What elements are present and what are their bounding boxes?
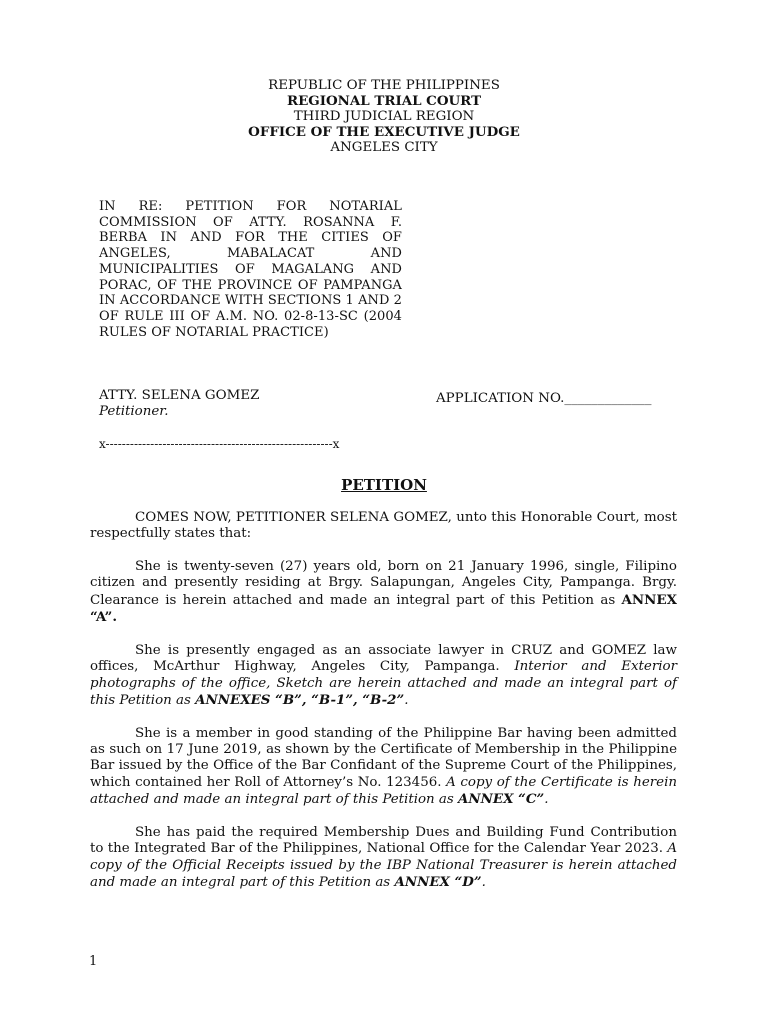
paragraph-dues [90, 825, 677, 892]
application-number: APPLICATION NO._____________ [436, 391, 652, 406]
petitioner-role: Petitioner. [99, 404, 169, 419]
paragraph-end: . [544, 792, 549, 808]
header-city: ANGELES CITY [330, 140, 438, 156]
document-body [90, 510, 677, 908]
header-republic: REPUBLIC OF THE PHILIPPINES [268, 78, 500, 93]
annex-a-label: ANNEX “A”. [90, 591, 677, 626]
header-region: THIRD JUDICIAL REGION [293, 109, 475, 125]
case-caption: IN RE: PETITION FOR NOTARIAL COMMISSION OF ATTY. ROSANNA F. BERBA IN AND FOR THE CITIES OF ANGELES, MABALACAT AND MUNICIPALITIES OF MAGALANG AND PORAC, OF THE PROVINCE OF PAMPANGA IN ACCORDANCE WITH SECTIONS 1 AND 2 OF RULE III OF A.M. NO. 02-8-13-SC (2004 RULES OF NOTARIAL PRACTICE) [99, 199, 402, 340]
paragraph-text: She has paid the required Membership Dues and Building Fund Contribution to the Integrated Bar of the Philippines, National Office for the Calendar Year 2023. [90, 824, 677, 857]
paragraph-end: . [481, 875, 486, 891]
paragraph-text: She is presently engaged as an associate lawyer in CRUZ and GOMEZ law offices, McArthur Highway, Angeles City, Pampanga. [90, 642, 677, 675]
header-office: OFFICE OF THE EXECUTIVE JUDGE [248, 123, 520, 140]
paragraph-end: . [404, 693, 409, 709]
header-court: REGIONAL TRIAL COURT [286, 92, 482, 109]
paragraph-italic-text: A copy of the Certificate is herein attached and made an integral part of this Petition as [90, 774, 677, 808]
paragraph-bar-membership [90, 726, 677, 809]
page-number: 1 [89, 954, 98, 969]
paragraph-age-residence [90, 559, 677, 627]
caption-divider: x--------------------------------------------------------x [99, 437, 340, 451]
annex-c-label: ANNEX “C” [458, 791, 545, 808]
paragraph-text: She is twenty-seven (27) years old, born on 21 January 1996, single, Filipino citizen and presently residing at Brgy. Salapungan, Angeles City, Pampanga. Brgy. Clearance is herein attached and made an integral part of this Petition as [90, 559, 677, 608]
paragraph-italic-text: Interior and Exterior photographs of the office, Sketch are herein attached and made an integral part of this Petition as [90, 659, 678, 709]
paragraph-text: She is a member in good standing of the Philippine Bar having been admitted as such on 17 June 2019, as shown by the Certificate of Membership in the Philippine Bar issued by the Office of the Bar Confidant of the Supreme Court of the Philippines, which contained her Roll of Attorney’s No. 123456. [90, 725, 677, 790]
petitioner-block [99, 388, 259, 420]
paragraph-intro: COMES NOW, PETITIONER SELENA GOMEZ, unto this Honorable Court, most respectfully states that: [90, 510, 677, 542]
paragraph-italic-text: A copy of the Official Receipts issued by the IBP National Treasurer is herein attached and made an integral part of this Petition as [90, 841, 677, 891]
document-title: PETITION [341, 476, 427, 494]
annex-d-label: ANNEX “D” [394, 874, 482, 891]
court-header [0, 78, 768, 156]
paragraph-employment [90, 643, 677, 710]
annex-b-label: ANNEXES “B”, “B-1”, “B-2” [195, 692, 405, 709]
petitioner-name: ATTY. SELENA GOMEZ [99, 388, 260, 403]
